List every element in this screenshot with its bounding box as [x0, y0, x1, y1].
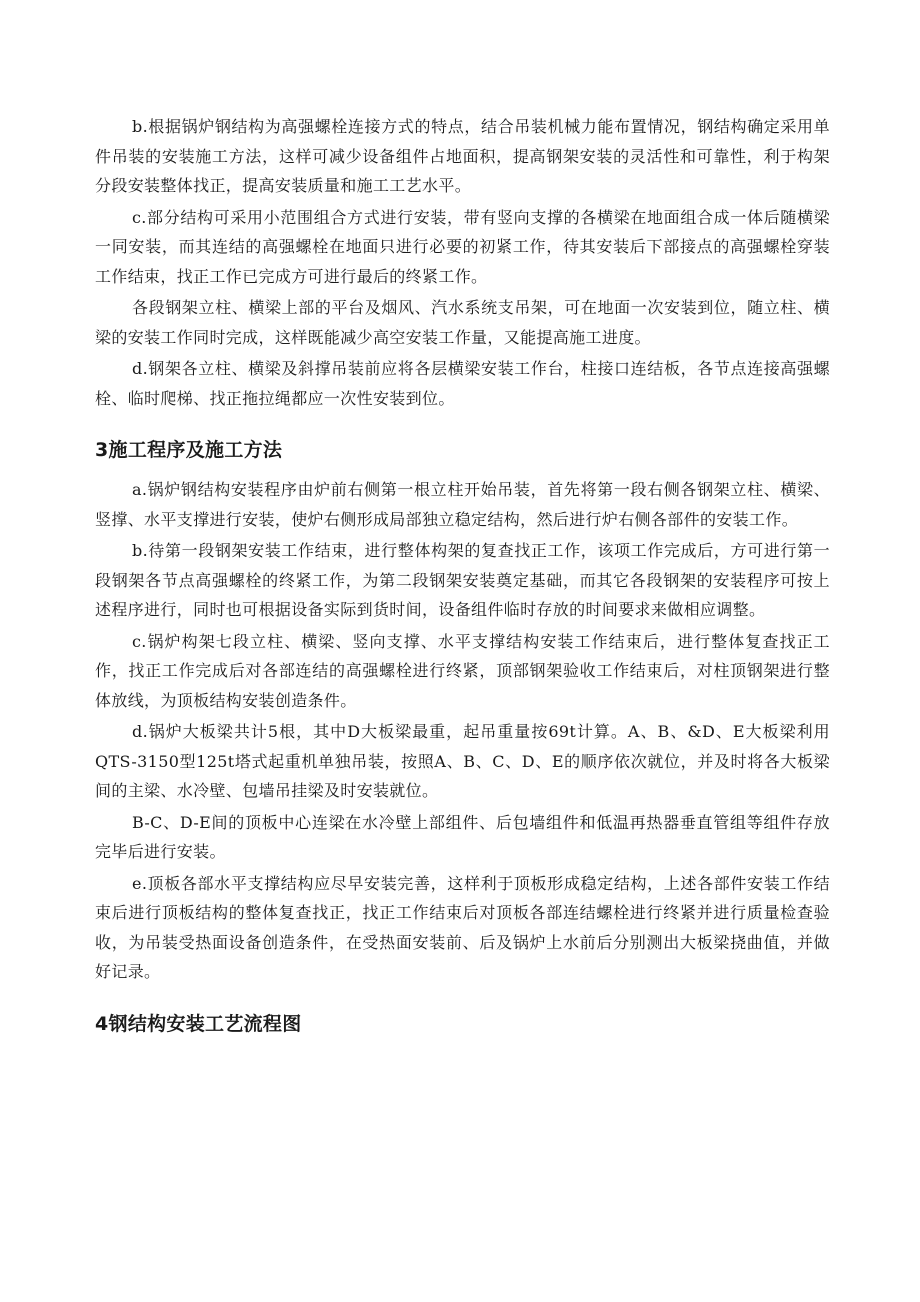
section-3-heading: 3施工程序及施工方法: [95, 439, 283, 461]
paragraph-3b: b.待第一段钢架安装工作结束，进行整体构架的复查找正工作，该项工作完成后，方可进行第一段钢架各节点高强螺栓的终紧工作，为第二段钢架安装奠定基础，而其它各段钢架的安装程序可按上述程序进行，同时也可根据设备实际到货时间，设备组件临时存放的时间要求来做相应调整。: [95, 541, 830, 619]
paragraph-2c-note: 各段钢架立柱、横梁上部的平台及烟风、汽水系统支吊架，可在地面一次安装到位，随立柱、横梁的安装工作同时完成，这样既能减少高空安装工作量，又能提高施工进度。: [95, 298, 830, 347]
paragraph-2d: d.钢架各立柱、横梁及斜撑吊装前应将各层横梁安装工作台，柱接口连结板，各节点连接高强螺栓、临时爬梯、找正拖拉绳都应一次性安装到位。: [95, 359, 830, 408]
paragraph-3e: e.顶板各部水平支撑结构应尽早安装完善，这样利于顶板形成稳定结构，上述各部件安装工作结束后进行顶板结构的整体复查找正，找正工作结束后对顶板各部连结螺栓进行终紧并进行质量检查验收，为吊装受热面设备创造条件，在受热面安装前、后及锅炉上水前后分别测出大板梁挠曲值，并做好记录。: [95, 873, 830, 981]
paragraph-3c: c.锅炉构架七段立柱、横梁、竖向支撑、水平支撑结构安装工作结束后，进行整体复查找正工作，找正工作完成后对各部连结的高强螺栓进行终紧，顶部钢架验收工作结束后，对柱顶钢架进行整体放线，为顶板结构安装创造条件。: [95, 631, 830, 710]
document-body: [95, 112, 830, 1039]
paragraph-3a: a.锅炉钢结构安装程序由炉前右侧第一根立柱开始吊装，首先将第一段右侧各钢架立柱、横梁、竖撑、水平支撑进行安装，使炉右侧形成局部独立稳定结构，然后进行炉右侧各部件的安装工作。: [95, 480, 830, 529]
paragraph-2c: c.部分结构可采用小范围组合方式进行安装，带有竖向支撑的各横梁在地面组合成一体后随横梁一同安装，而其连结的高强螺栓在地面只进行必要的初紧工作，待其安装后下部接点的高强螺栓穿装工作结束，找正工作已完成方可进行最后的终紧工作。: [95, 207, 830, 286]
paragraph-3d-note: B-C、D-E间的顶板中心连梁在水冷壁上部组件、后包墙组件和低温再热器垂直管组等组件存放完毕后进行安装。: [95, 812, 830, 861]
section-4-heading: 4钢结构安装工艺流程图: [95, 1012, 302, 1035]
paragraph-3d: d.锅炉大板梁共计5根，其中D大板梁最重，起吊重量按69t计算。A、B、&D、E大板梁利用QTS-3150型125t塔式起重机单独吊装，按照A、B、C、D、E的顺序依次就位，并及时将各大板梁间的主梁、水冷壁、包墙吊挂梁及时安装就位。: [95, 722, 830, 800]
paragraph-2b: b.根据锅炉钢结构为高强螺栓连接方式的特点，结合吊装机械力能布置情况，钢结构确定采用单件吊装的安装施工方法，这样可减少设备组件占地面积，提高钢架安装的灵活性和可靠性，利于构架分段安装整体找正，提高安装质量和施工工艺水平。: [95, 117, 830, 195]
